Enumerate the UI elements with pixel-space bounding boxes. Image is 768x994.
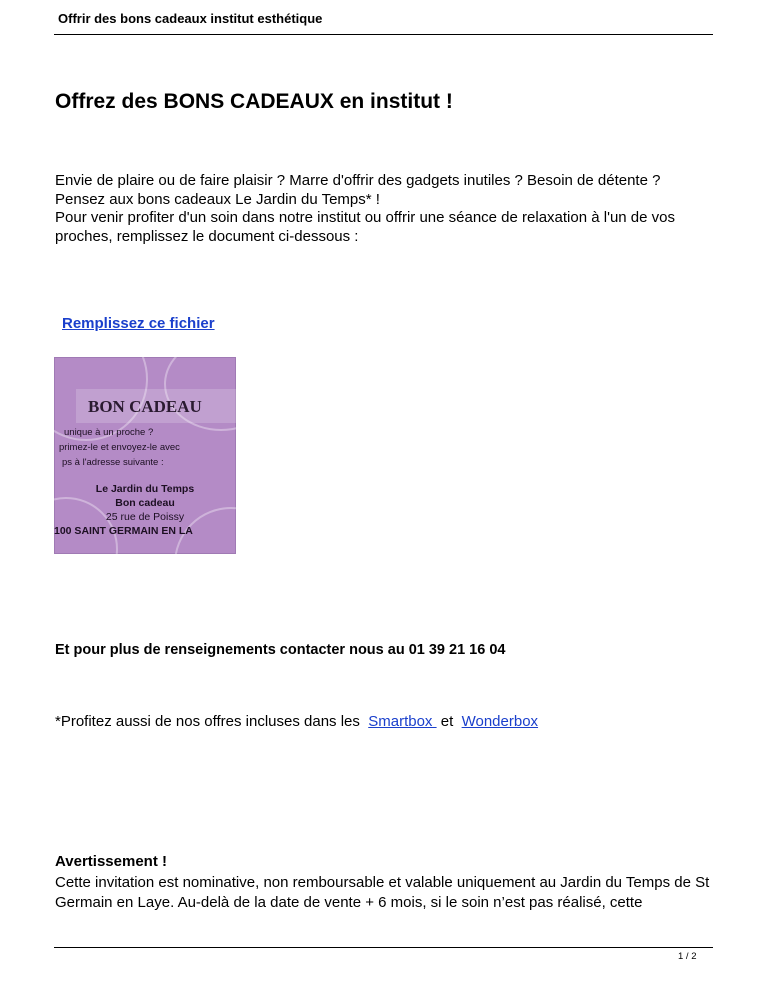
voucher-line: unique à un proche ? [64,427,154,438]
voucher-line: ps à l'adresse suivante : [62,457,164,468]
page-title: Offrez des BONS CADEAUX en institut ! [55,90,453,113]
fill-file-link[interactable]: Remplissez ce fichier [62,315,215,332]
voucher-line: primez-le et envoyez-le avec [59,442,180,453]
voucher-address-line: Le Jardin du Temps [95,483,195,495]
voucher-title: BON CADEAU [88,397,202,416]
wonderbox-link[interactable]: Wonderbox [461,713,539,730]
document-header-title: Offrir des bons cadeaux institut esthétique [58,11,323,26]
page-number: 1 / 2 [678,951,697,962]
intro-paragraph [55,172,715,246]
contact-line: Et pour plus de renseignements contacter nous au 01 39 21 16 04 [55,642,506,658]
gift-voucher-image [54,357,236,554]
voucher-address-line: 100 SAINT GERMAIN EN LA [54,525,193,537]
intro-line: Envie de plaire ou de faire plaisir ? Marre d'offrir des gadgets inutiles ? Besoin de détente ? [55,172,661,189]
offers-prefix: *Profitez aussi de nos offres incluses dans les [55,713,369,730]
offers-line [55,713,538,730]
footer-divider [54,947,713,948]
warning-text: Cette invitation est nominative, non remboursable et valable uniquement au Jardin du Temps de St Germain en Laye. Au-delà de la date de vente + 6 mois, si le soin n’est pas réalisé, cette [55,874,710,911]
offers-middle: et [436,713,462,730]
smartbox-link[interactable]: Smartbox [368,713,437,730]
intro-line: Pour venir profiter d'un soin dans notre institut ou offrir une séance de relaxation à l'un de vos [55,209,675,226]
warning-title: Avertissement ! [55,853,167,870]
voucher-address-line: Bon cadeau [115,497,175,509]
voucher-address-line: 25 rue de Poissy [105,511,185,523]
intro-line: proches, remplissez le document ci-dessous : [55,227,359,245]
header-divider [54,34,713,35]
intro-line: Pensez aux bons cadeaux Le Jardin du Temps* ! [55,190,380,208]
